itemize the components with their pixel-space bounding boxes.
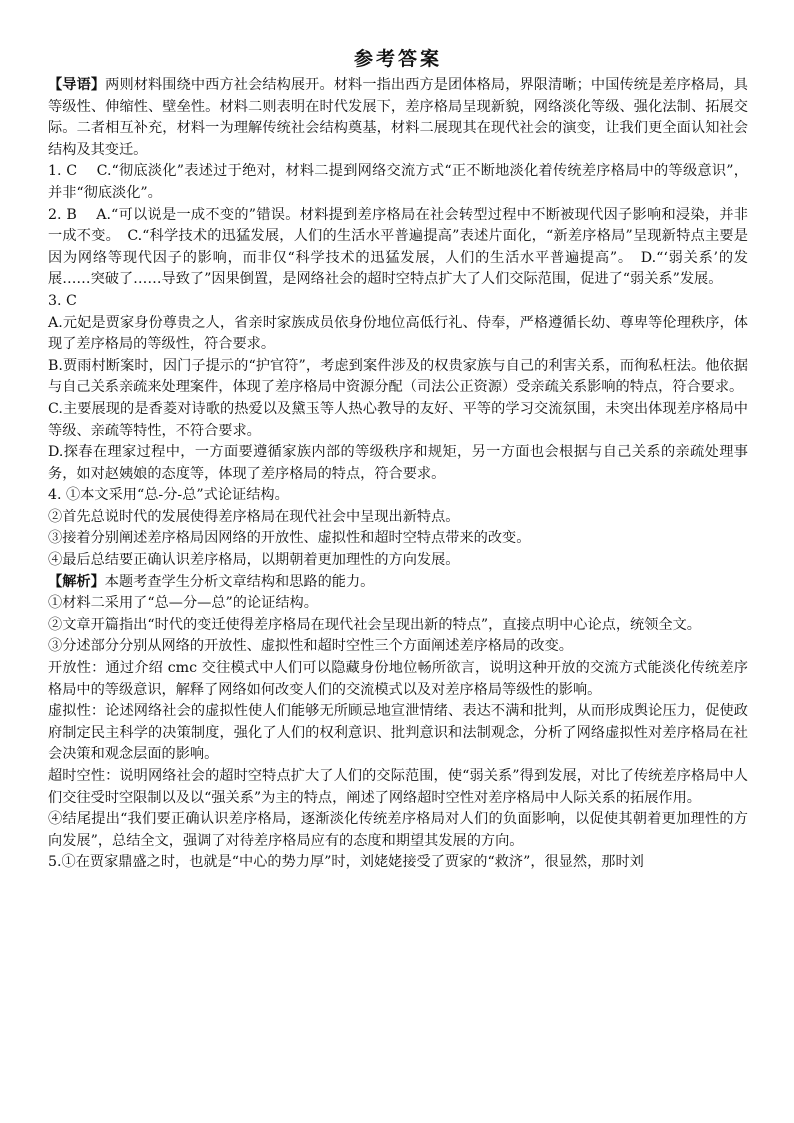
answer-4-line-3: ③接着分别阐述差序格局因网络的开放性、虚拟性和超时空特点带来的改变。 bbox=[48, 530, 531, 547]
answer-3-head: 3. C bbox=[48, 292, 77, 309]
answer-3-option-a: A.元妃是贾家身份尊贵之人，省亲时家族成员依身份地位高低行礼、侍奉，严格遵循长幼、尊卑等伦理秩序，体现了差序格局的等级性，符合要求。 bbox=[48, 314, 748, 353]
analysis-openness: 开放性：通过介绍 cmc 交往模式中人们可以隐藏身份地位畅所欲言，说明这种开放的交流方式能淡化传统差序格局中的等级意识，解释了网络如何改变人们的交流模式以及对差序格局等级性的影响。 bbox=[48, 660, 748, 698]
intro-text: 两则材料围绕中西方社会结构展开。材料一指出西方是团体格局，界限清晰；中国传统是差序格局，具等级性、伸缩性、壁垒性。材料二则表明在时代发展下，差序格局呈现新貌，网络淡化等级、强化法制、拓展交际。二者相互补充，材料一为理解传统社会结构奠基，材料二展现其在现代社会的演变，让我们更全面认知社会结构及其变迁。 bbox=[48, 77, 748, 158]
answer-3-option-b: B.贾雨村断案时，因门子提示的“护官符”，考虑到案件涉及的权贵家族与自己的利害关系，而徇私枉法。他依据与自己关系亲疏来处理案件，体现了差序格局中资源分配（司法公正资源）受亲疏关系影响的特点，符合要求。 bbox=[48, 357, 748, 396]
intro-label: 【导语】 bbox=[48, 77, 106, 93]
analysis-text: 本题考查学生分析文章结构和思路的能力。 bbox=[104, 573, 375, 590]
analysis-point-3: ③分述部分分别从网络的开放性、虚拟性和超时空性三个方面阐述差序格局的改变。 bbox=[48, 638, 573, 655]
analysis-label: 【解析】 bbox=[48, 573, 105, 590]
answer-2: 2. B A.“可以说是一成不变的”错误。材料提到差序格局在社会转型过程中不断被现代因子影响和浸染，并非一成不变。 C.“科学技术的迅猛发展，人们的生活水平普遍提高”表述片面化，“新差序格局”呈现新特点主要是因为网络等现代因子的影响，而非仅“科学技术的迅猛发展，人们的生活水平普遍提高”。 D.“‘弱关系’的发展……突破了……导致了”因果倒置，是网络社会的超时空特点扩大了人们交际范围，促进了“弱关系”发展。 bbox=[48, 206, 748, 288]
analysis-point-1: ①材料二采用了“总—分—总”的论证结构。 bbox=[48, 595, 318, 612]
answer-1: 1. C C.“彻底淡化”表述过于绝对，材料二提到网络交流方式“正不断地淡化着传统差序格局中的等级意识”，并非“彻底淡化”。 bbox=[48, 163, 748, 201]
analysis-transcendence: 超时空性：说明网络社会的超时空特点扩大了人们的交际范围，使“弱关系”得到发展，对比了传统差序格局中人们交往受时空限制以及以“强关系”为主的特点，阐述了网络超时空性对差序格局中人际关系的拓展作用。 bbox=[48, 768, 748, 806]
analysis-intro bbox=[48, 572, 748, 594]
analysis-point-4: ④结尾提出“我们要正确认识差序格局，逐渐淡化传统差序格局对人们的负面影响，以促使其朝着更加理性的方向发展”，总结全文，强调了对待差序格局应有的态度和期望其发展的方向。 bbox=[48, 811, 748, 849]
analysis-point-2: ②文章开篇指出“时代的变迁使得差序格局在现代社会呈现出新的特点”，直接点明中心论点，统领全文。 bbox=[48, 616, 701, 633]
analysis-virtuality: 虚拟性：论述网络社会的虚拟性使人们能够无所顾忌地宣泄情绪、表达不满和批判，从而形成舆论压力，促使政府制定民主科学的决策制度，强化了人们的权利意识、批判意识和法制观念，分析了网络虚拟性对差序格局在社会决策和观念层面的影响。 bbox=[48, 703, 748, 763]
page-title: 参考答案 bbox=[353, 48, 442, 70]
answer-4-line-2: ②首先总说时代的发展使得差序格局在现代社会中呈现出新特点。 bbox=[48, 508, 460, 525]
answer-3-option-d: D.探春在理家过程中，一方面要遵循家族内部的等级秩序和规矩，另一方面也会根据与自己关系的亲疏处理事务，如对赵姨娘的态度等，体现了差序格局的特点，符合要求。 bbox=[48, 444, 748, 482]
answer-3-option-c: C.主要展现的是香菱对诗歌的热爱以及黛玉等人热心教导的友好、平等的学习交流氛围，未突出体现差序格局中等级、亲疏等特性，不符合要求。 bbox=[48, 400, 748, 439]
answer-4-line-1: 4. ①本文采用“总-分-总”式论证结构。 bbox=[48, 487, 289, 504]
answer-page bbox=[48, 44, 748, 874]
intro-paragraph bbox=[48, 75, 748, 161]
answer-4-line-4: ④最后总结要正确认识差序格局，以期朝着更加理性的方向发展。 bbox=[48, 552, 460, 569]
answer-5: 5.①在贾家鼎盛之时，也就是“中心的势力厚”时，刘姥姥接受了贾家的“救济”，很显然，那时刘 bbox=[48, 854, 644, 871]
